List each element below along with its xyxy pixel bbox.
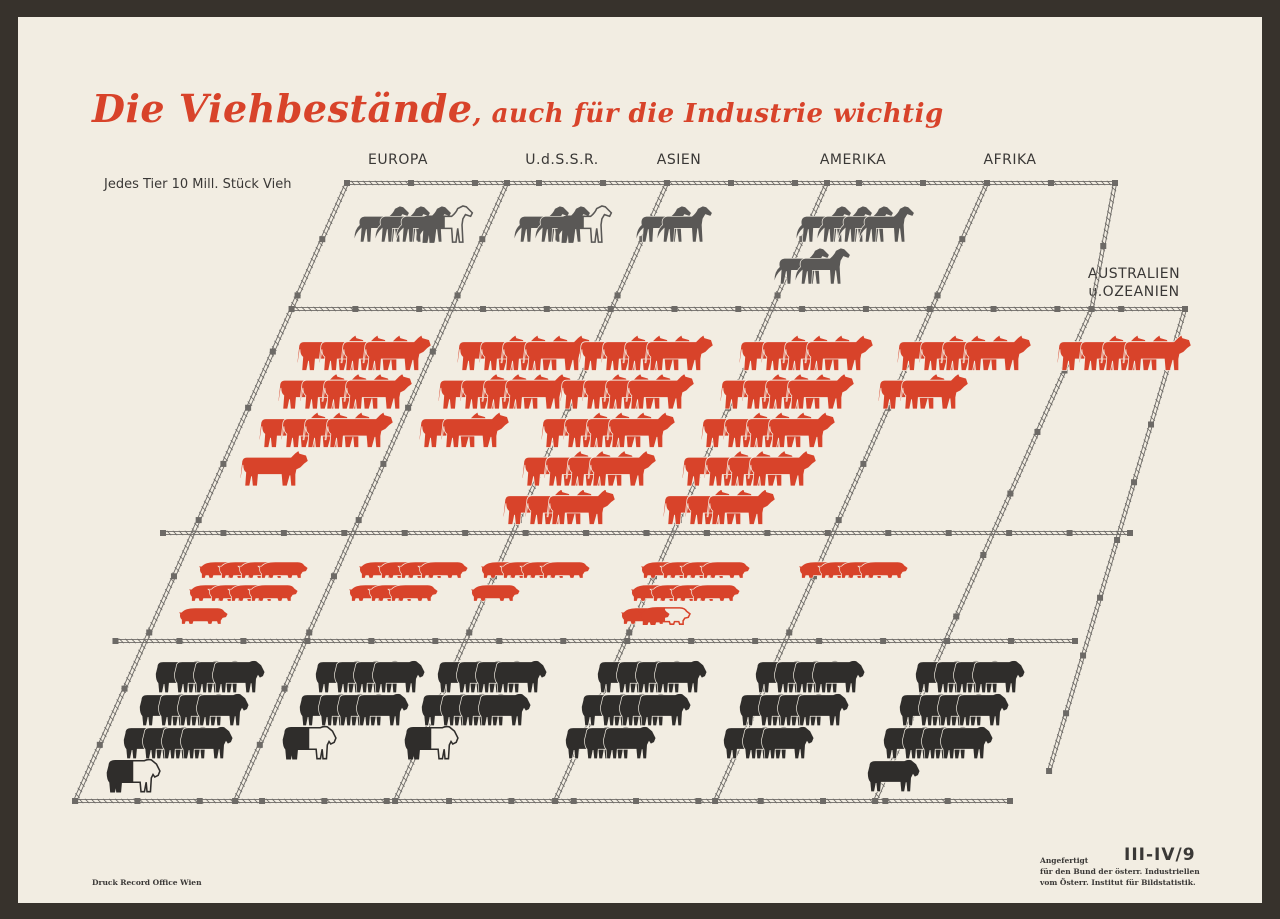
sheep-icon-3-3 bbox=[654, 661, 706, 693]
region-label-australien: AUSTRALIEN u.OZEANIEN bbox=[1087, 266, 1181, 300]
fence-row-1 bbox=[289, 306, 1188, 312]
region-label-amerika: AMERIKA bbox=[819, 152, 887, 168]
sheep-icon-1-8 bbox=[283, 727, 335, 759]
sheep-icon-1-3 bbox=[372, 661, 424, 693]
sheep-icon-4-3 bbox=[812, 661, 864, 693]
pig-icon-2-4 bbox=[470, 585, 520, 601]
plate-number: III-IV/9 bbox=[1124, 845, 1196, 865]
sheep-icon-4-7 bbox=[796, 694, 848, 726]
sheep-icon-0-7 bbox=[196, 694, 248, 726]
region-label-afrika: AFRIKA bbox=[983, 152, 1037, 168]
credit-line-1: Angefertigt bbox=[1040, 856, 1089, 865]
title-main: Die Viehbestände bbox=[92, 86, 473, 131]
sheep-icon-2-8 bbox=[405, 727, 457, 759]
title-rest: , auch für die Industrie wichtig bbox=[472, 99, 944, 129]
sheep-icon-3-10 bbox=[603, 727, 655, 759]
sheep-icon-0-3 bbox=[212, 661, 264, 693]
sheep-icon-5-11 bbox=[940, 727, 992, 759]
sheep-icon-4-10 bbox=[761, 727, 813, 759]
pig-icon-1-3 bbox=[418, 562, 468, 578]
fence-row-4 bbox=[72, 798, 1013, 804]
sheep-icon-5-7 bbox=[956, 694, 1008, 726]
sheep-icon-0-11 bbox=[180, 727, 232, 759]
pig-icon-1-6 bbox=[388, 585, 438, 601]
pig-icon-0-3 bbox=[258, 562, 308, 578]
region-label-europa: EUROPA bbox=[368, 152, 428, 168]
pig-icon-0-8 bbox=[178, 608, 228, 624]
sheep-icon-1-7 bbox=[356, 694, 408, 726]
printer-note: Druck Record Office Wien bbox=[92, 878, 202, 887]
sheep-icon-0-12 bbox=[107, 760, 159, 792]
pig-icon-2-3 bbox=[540, 562, 590, 578]
credit-line-2: für den Bund der österr. Industriellen bbox=[1040, 867, 1200, 876]
fence-row-2 bbox=[160, 530, 1133, 536]
cattle-icon-0-12 bbox=[240, 450, 308, 486]
fence-row-3 bbox=[112, 638, 1078, 644]
sheep-icon-5-12 bbox=[867, 760, 919, 792]
region-label-udssr: U.d.S.S.R. bbox=[525, 152, 599, 168]
pig-icon-3-3 bbox=[700, 562, 750, 578]
sheep-icon-2-3 bbox=[494, 661, 546, 693]
fence-col-6 bbox=[1046, 306, 1188, 774]
sheep-icon-2-7 bbox=[478, 694, 530, 726]
credit-line-3: vom Österr. Institut für Bildstatistik. bbox=[1040, 878, 1196, 887]
sheep-icon-5-3 bbox=[972, 661, 1024, 693]
chart-marks bbox=[107, 206, 1191, 792]
pig-icon-0-7 bbox=[248, 585, 298, 601]
fence-col-5-top bbox=[1089, 180, 1118, 312]
fence-row-0 bbox=[344, 180, 1118, 186]
pig-icon-4-3 bbox=[858, 562, 908, 578]
region-label-asien: ASIEN bbox=[656, 152, 702, 168]
legend-text: Jedes Tier 10 Mill. Stück Vieh bbox=[104, 177, 292, 192]
sheep-icon-3-7 bbox=[638, 694, 690, 726]
pig-icon-3-7 bbox=[690, 585, 740, 601]
